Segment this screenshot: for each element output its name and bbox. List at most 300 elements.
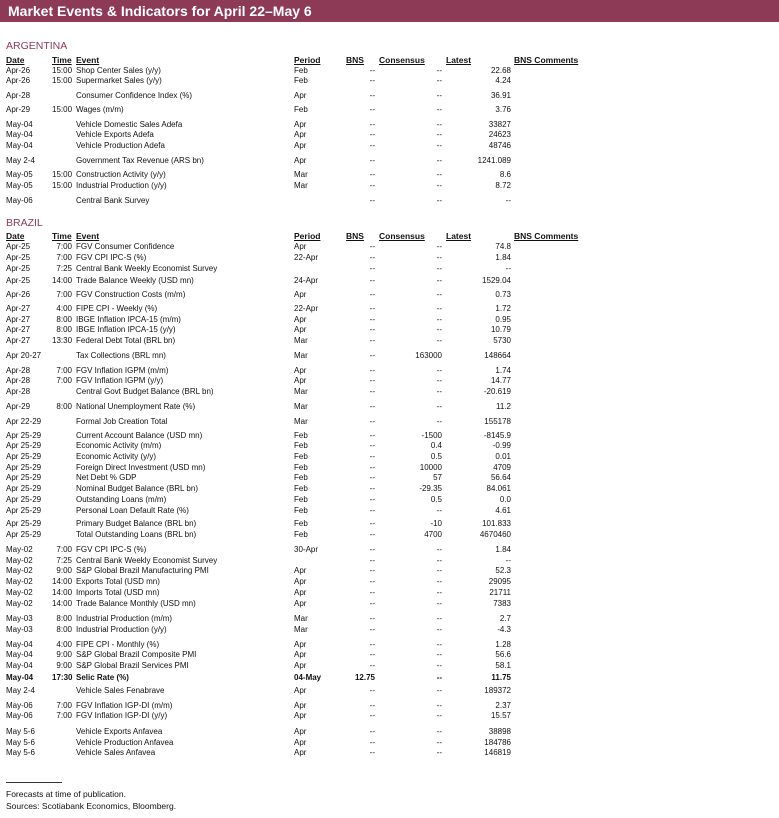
cell-time: 8:00 (56, 625, 72, 634)
table-row (0, 441, 779, 451)
cell-bns: -- (369, 650, 375, 659)
cell-period: Apr (294, 120, 307, 129)
cell-latest: 8.6 (499, 170, 511, 179)
table-row (0, 325, 779, 335)
cell-date: May-02 (6, 545, 33, 554)
cell-bns: -- (369, 105, 375, 114)
cell-consensus: -- (436, 417, 442, 426)
cell-date: Apr 22-29 (6, 417, 42, 426)
cell-event: Vehicle Production Anfavea (76, 738, 174, 747)
cell-bns: -- (369, 91, 375, 100)
cell-latest: 38898 (488, 727, 511, 736)
cell-period: Apr (294, 242, 307, 251)
cell-time: 15:00 (52, 181, 73, 190)
cell-consensus: -- (436, 315, 442, 324)
cell-consensus: -- (436, 402, 442, 411)
cell-event: Economic Activity (y/y) (76, 452, 157, 461)
cell-bns: -- (369, 76, 375, 85)
table-row (0, 402, 779, 412)
cell-period: Mar (294, 387, 308, 396)
cell-latest: 1.84 (495, 545, 511, 554)
cell-latest: 74.8 (495, 242, 511, 251)
cell-bns: -- (369, 431, 375, 440)
cell-consensus: -- (436, 304, 442, 313)
cell-latest: 184786 (484, 738, 511, 747)
cell-latest: 0.0 (499, 495, 511, 504)
cell-event: Federal Debt Total (BRL bn) (76, 336, 176, 345)
cell-period: Mar (294, 402, 308, 411)
cell-event: Economic Activity (m/m) (76, 441, 162, 450)
cell-date: May-04 (6, 120, 33, 129)
column-header-time: Time (52, 55, 72, 65)
cell-date: Apr 20-27 (6, 351, 42, 360)
table-row (0, 196, 779, 206)
cell-consensus: -- (436, 325, 442, 334)
cell-period: 24-Apr (294, 276, 319, 285)
cell-latest: 2.7 (499, 614, 511, 623)
table-row (0, 727, 779, 737)
cell-latest: 56.6 (495, 650, 511, 659)
cell-latest: -- (505, 264, 511, 273)
cell-bns: -- (369, 130, 375, 139)
cell-consensus: -- (436, 577, 442, 586)
cell-consensus: -- (436, 120, 442, 129)
column-header-comments: BNS Comments (514, 55, 579, 65)
cell-event: FGV Construction Costs (m/m) (76, 290, 186, 299)
cell-time: 9:00 (56, 650, 72, 659)
cell-time: 4:00 (56, 304, 72, 313)
cell-bns: -- (369, 519, 375, 528)
cell-consensus: 163000 (415, 351, 442, 360)
cell-bns: -- (369, 402, 375, 411)
cell-consensus: -- (436, 105, 442, 114)
cell-date: May 5-6 (6, 748, 35, 757)
cell-date: May-04 (6, 640, 33, 649)
cell-time: 9:00 (56, 661, 72, 670)
cell-period: Apr (294, 711, 307, 720)
table-row (0, 242, 779, 252)
cell-latest: -- (505, 556, 511, 565)
cell-bns: -- (369, 738, 375, 747)
cell-latest: 29095 (488, 577, 511, 586)
table-row (0, 661, 779, 671)
cell-time: 15:00 (52, 170, 73, 179)
cell-consensus: -- (436, 156, 442, 165)
cell-date: May-05 (6, 181, 33, 190)
cell-period: Apr (294, 566, 307, 575)
cell-latest: 2.37 (495, 701, 511, 710)
cell-event: Vehicle Production Adefa (76, 141, 165, 150)
cell-event: Central Bank Weekly Economist Survey (76, 556, 218, 565)
cell-time: 7:00 (56, 290, 72, 299)
table-row (0, 556, 779, 566)
cell-period: Feb (294, 506, 308, 515)
cell-latest: 4709 (493, 463, 511, 472)
cell-latest: 11.75 (491, 673, 511, 682)
cell-bns: -- (369, 253, 375, 262)
table-row (0, 130, 779, 140)
cell-event: Industrial Production (y/y) (76, 181, 167, 190)
cell-period: Feb (294, 495, 308, 504)
cell-latest: 14.77 (490, 376, 511, 385)
cell-latest: 8.72 (495, 181, 511, 190)
cell-event: S&P Global Brazil Composite PMI (76, 650, 197, 659)
cell-bns: -- (369, 376, 375, 385)
cell-latest: -0.99 (492, 441, 511, 450)
cell-consensus: -- (436, 366, 442, 375)
cell-bns: -- (369, 387, 375, 396)
cell-period: Mar (294, 336, 308, 345)
cell-period: Apr (294, 748, 307, 757)
cell-period: Feb (294, 66, 308, 75)
cell-time: 8:00 (56, 402, 72, 411)
cell-date: May-02 (6, 599, 33, 608)
cell-bns: -- (369, 242, 375, 251)
cell-date: May-03 (6, 614, 33, 623)
cell-event: Vehicle Sales Fenabrave (76, 686, 165, 695)
cell-date: May 2-4 (6, 686, 35, 695)
cell-latest: 56.64 (490, 473, 511, 482)
cell-latest: -8145.9 (483, 431, 511, 440)
cell-event: Vehicle Exports Adefa (76, 130, 154, 139)
cell-event: FGV CPI IPC-S (%) (76, 545, 147, 554)
cell-date: May-02 (6, 566, 33, 575)
cell-period: Apr (294, 640, 307, 649)
cell-date: Apr-29 (6, 105, 31, 114)
cell-latest: 1.74 (495, 366, 511, 375)
cell-bns: -- (369, 625, 375, 634)
table-row (0, 673, 779, 683)
cell-consensus: -- (436, 196, 442, 205)
cell-date: Apr 25-29 (6, 495, 42, 504)
cell-event: Industrial Production (m/m) (76, 614, 173, 623)
cell-period: Apr (294, 599, 307, 608)
table-row (0, 105, 779, 115)
cell-bns: -- (369, 441, 375, 450)
cell-event: FGV Inflation IGP-DI (y/y) (76, 711, 168, 720)
cell-period: Feb (294, 452, 308, 461)
cell-latest: 1.84 (495, 253, 511, 262)
cell-consensus: -10 (430, 519, 442, 528)
table-row (0, 701, 779, 711)
column-header-bns: BNS (346, 55, 364, 65)
cell-bns: -- (369, 156, 375, 165)
cell-event: S&P Global Brazil Services PMI (76, 661, 189, 670)
cell-time: 8:00 (56, 315, 72, 324)
cell-period: 22-Apr (294, 253, 319, 262)
cell-bns: -- (369, 588, 375, 597)
cell-bns: -- (369, 506, 375, 515)
cell-latest: 4670460 (479, 530, 511, 539)
cell-time: 7:00 (56, 711, 72, 720)
column-header-event: Event (76, 55, 100, 65)
cell-date: Apr-25 (6, 264, 31, 273)
cell-latest: 52.3 (495, 566, 511, 575)
column-header-event: Event (76, 231, 100, 241)
cell-consensus: -29.35 (419, 484, 442, 493)
column-header-consensus: Consensus (379, 55, 425, 65)
cell-period: Apr (294, 738, 307, 747)
cell-latest: 0.01 (495, 452, 511, 461)
cell-consensus: -- (436, 738, 442, 747)
cell-period: Feb (294, 463, 308, 472)
cell-date: Apr 25-29 (6, 441, 42, 450)
cell-bns: -- (369, 599, 375, 608)
cell-bns: -- (369, 351, 375, 360)
cell-date: Apr-27 (6, 315, 31, 324)
cell-consensus: -- (436, 727, 442, 736)
cell-date: May-04 (6, 673, 34, 682)
table-row (0, 91, 779, 101)
cell-consensus: -- (436, 614, 442, 623)
cell-date: May-02 (6, 556, 33, 565)
footnote-forecasts: Forecasts at time of publication. (6, 789, 127, 799)
cell-latest: 21711 (489, 588, 511, 597)
cell-bns: -- (369, 417, 375, 426)
cell-time: 17:30 (52, 673, 73, 682)
cell-event: Tax Collections (BRL mn) (76, 351, 166, 360)
cell-consensus: -- (436, 673, 442, 682)
cell-latest: 1.28 (495, 640, 511, 649)
column-header-latest: Latest (446, 231, 472, 241)
cell-time: 7:00 (56, 701, 72, 710)
cell-event: Foreign Direct Investment (USD mn) (76, 463, 206, 472)
cell-event: FGV CPI IPC-S (%) (76, 253, 147, 262)
cell-consensus: 57 (433, 473, 442, 482)
cell-event: Central Govt Budget Balance (BRL bn) (76, 387, 214, 396)
cell-period: Feb (294, 519, 308, 528)
cell-period: Apr (294, 141, 307, 150)
table-row (0, 76, 779, 86)
cell-date: Apr-26 (6, 66, 31, 75)
cell-bns: -- (369, 701, 375, 710)
table-row (0, 577, 779, 587)
cell-consensus: -- (436, 181, 442, 190)
table-row (0, 315, 779, 325)
table-row (0, 304, 779, 314)
cell-event: Imports Total (USD mn) (76, 588, 160, 597)
cell-date: May-02 (6, 577, 33, 586)
cell-latest: 10.79 (490, 325, 511, 334)
cell-date: May-06 (6, 196, 33, 205)
cell-time: 15:00 (52, 66, 73, 75)
cell-period: Mar (294, 417, 308, 426)
cell-latest: 7383 (493, 599, 511, 608)
cell-consensus: -- (436, 376, 442, 385)
table-row (0, 120, 779, 130)
cell-time: 7:25 (56, 264, 72, 273)
table-row (0, 170, 779, 180)
cell-time: 8:00 (56, 614, 72, 623)
cell-event: National Unemployment Rate (%) (76, 402, 196, 411)
cell-consensus: 10000 (419, 463, 442, 472)
cell-event: Central Bank Weekly Economist Survey (76, 264, 218, 273)
cell-latest: 4.61 (495, 506, 511, 515)
cell-date: May-05 (6, 170, 33, 179)
cell-date: Apr-28 (6, 91, 31, 100)
cell-period: Feb (294, 431, 308, 440)
cell-time: 4:00 (56, 640, 72, 649)
cell-event: Trade Balance Monthly (USD mn) (76, 599, 196, 608)
cell-latest: 1241.089 (477, 156, 511, 165)
cell-bns: -- (369, 452, 375, 461)
cell-latest: -20.619 (483, 387, 511, 396)
cell-date: Apr-27 (6, 336, 31, 345)
cell-event: Nominal Budget Balance (BRL bn) (76, 484, 198, 493)
cell-period: Feb (294, 530, 308, 539)
cell-latest: 189372 (484, 686, 511, 695)
column-header-time: Time (52, 231, 72, 241)
cell-period: Feb (294, 76, 308, 85)
cell-event: Wages (m/m) (76, 105, 124, 114)
cell-period: Apr (294, 325, 307, 334)
cell-latest: 22.68 (490, 66, 511, 75)
table-row (0, 506, 779, 516)
cell-consensus: -- (436, 599, 442, 608)
cell-period: Apr (294, 701, 307, 710)
cell-date: Apr-28 (6, 366, 31, 375)
table-row (0, 650, 779, 660)
cell-bns: -- (369, 276, 375, 285)
cell-consensus: 4700 (424, 530, 442, 539)
column-header-latest: Latest (446, 55, 472, 65)
cell-consensus: 0.4 (430, 441, 442, 450)
cell-event: FIPE CPI - Weekly (%) (76, 304, 158, 313)
cell-period: Apr (294, 588, 307, 597)
cell-bns: -- (369, 196, 375, 205)
table-row (0, 599, 779, 609)
cell-latest: 1529.04 (482, 276, 511, 285)
cell-event: Supermarket Sales (y/y) (76, 76, 162, 85)
cell-event: Current Account Balance (USD mn) (76, 431, 203, 440)
cell-latest: 0.95 (495, 315, 511, 324)
cell-bns: -- (369, 181, 375, 190)
cell-bns: -- (369, 484, 375, 493)
cell-bns: -- (369, 304, 375, 313)
cell-time: 13:30 (52, 336, 73, 345)
cell-date: May 5-6 (6, 727, 35, 736)
column-header-comments: BNS Comments (514, 231, 579, 241)
cell-bns: -- (369, 545, 375, 554)
table-row (0, 614, 779, 624)
cell-event: IBGE Inflation IPCA-15 (m/m) (76, 315, 181, 324)
cell-latest: 0.73 (495, 290, 511, 299)
cell-period: Feb (294, 484, 308, 493)
cell-period: 04-May (294, 673, 322, 682)
table-row (0, 738, 779, 748)
cell-consensus: -- (436, 661, 442, 670)
cell-consensus: -- (436, 650, 442, 659)
table-row (0, 588, 779, 598)
cell-bns: -- (369, 495, 375, 504)
cell-time: 7:25 (56, 556, 72, 565)
cell-event: IBGE Inflation IPCA-15 (y/y) (76, 325, 176, 334)
cell-bns: -- (369, 566, 375, 575)
cell-time: 14:00 (52, 588, 73, 597)
page-title: Market Events & Indicators for April 22–May 6 (8, 3, 312, 19)
cell-time: 14:00 (52, 276, 73, 285)
cell-period: Apr (294, 650, 307, 659)
cell-latest: -4.3 (497, 625, 511, 634)
table-row (0, 141, 779, 151)
cell-period: Apr (294, 577, 307, 586)
cell-time: 8:00 (56, 325, 72, 334)
table-row (0, 336, 779, 346)
cell-date: Apr 25-29 (6, 506, 42, 515)
cell-event: Net Debt % GDP (76, 473, 137, 482)
cell-event: FGV Inflation IGPM (y/y) (76, 376, 164, 385)
table-row (0, 290, 779, 300)
cell-date: Apr-25 (6, 242, 31, 251)
cell-consensus: -- (436, 640, 442, 649)
cell-consensus: -- (436, 566, 442, 575)
cell-latest: 5730 (493, 336, 511, 345)
cell-event: Exports Total (USD mn) (76, 577, 160, 586)
cell-event: Trade Balance Weekly (USD mn) (76, 276, 194, 285)
cell-date: Apr 25-29 (6, 452, 42, 461)
cell-consensus: -- (436, 170, 442, 179)
cell-latest: 11.2 (496, 402, 511, 411)
table-row (0, 452, 779, 462)
cell-latest: 146819 (484, 748, 511, 757)
cell-period: Apr (294, 376, 307, 385)
cell-event: Vehicle Exports Anfavea (76, 727, 163, 736)
cell-period: 30-Apr (294, 545, 319, 554)
cell-date: Apr 25-29 (6, 473, 42, 482)
column-header-period: Period (294, 231, 321, 241)
cell-bns: -- (369, 727, 375, 736)
table-row (0, 351, 779, 361)
cell-date: May 2-4 (6, 156, 35, 165)
cell-date: Apr-27 (6, 325, 31, 334)
cell-bns: -- (369, 748, 375, 757)
cell-consensus: -- (436, 141, 442, 150)
cell-bns: -- (369, 315, 375, 324)
table-row (0, 376, 779, 386)
cell-event: FGV Consumer Confidence (76, 242, 175, 251)
cell-event: Construction Activity (y/y) (76, 170, 166, 179)
cell-latest: 1.72 (495, 304, 511, 313)
cell-consensus: -- (436, 66, 442, 75)
cell-consensus: 0.5 (430, 452, 442, 461)
cell-bns: -- (369, 640, 375, 649)
cell-time: 7:00 (56, 545, 72, 554)
column-header-date: Date (6, 55, 25, 65)
table-row (0, 473, 779, 483)
cell-event: Personal Loan Default Rate (%) (76, 506, 189, 515)
table-row (0, 545, 779, 555)
cell-consensus: -- (436, 336, 442, 345)
table-row (0, 566, 779, 576)
cell-consensus: 0.5 (430, 495, 442, 504)
cell-date: May-06 (6, 711, 33, 720)
cell-time: 7:00 (56, 242, 72, 251)
cell-period: Apr (294, 130, 307, 139)
cell-bns: -- (369, 577, 375, 586)
cell-consensus: -- (436, 387, 442, 396)
cell-event: Consumer Confidence Index (%) (76, 91, 193, 100)
cell-consensus: -- (436, 76, 442, 85)
cell-date: May-04 (6, 650, 33, 659)
cell-bns: -- (369, 614, 375, 623)
cell-event: Shop Center Sales (y/y) (76, 66, 161, 75)
cell-time: 7:00 (56, 376, 72, 385)
cell-latest: -- (505, 196, 511, 205)
cell-event: Primary Budget Balance (BRL bn) (76, 519, 197, 528)
cell-date: May-03 (6, 625, 33, 634)
cell-date: Apr-25 (6, 253, 31, 262)
table-row (0, 366, 779, 376)
